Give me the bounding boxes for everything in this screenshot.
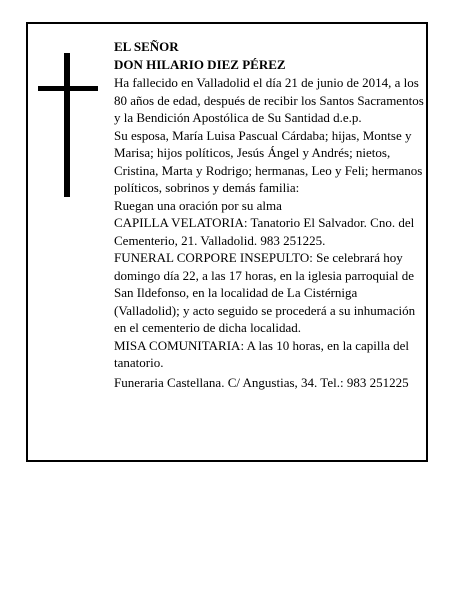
notice-heading: EL SEÑOR — [114, 39, 179, 54]
family-list: Su esposa, María Luisa Pascual Cárdaba; hijas, Montse y Marisa; hijos políticos, Jesús Ángel y Andrés; nietos, Cristina, Marta y Rodrigo; hermanas, Leo y Feli; hermanos políticos, sobrinos y demás familia: — [114, 127, 423, 195]
funeral-home-info: Funeraria Castellana. C/ Angustias, 34. Tel.: 983 251225 — [114, 374, 409, 390]
prayer-request: Ruegan una oración por su alma — [114, 197, 282, 213]
death-announcement: Ha fallecido en Valladolid el día 21 de junio de 2014, a los 80 años de edad, después de recibir los Santos Sacramentos y la Bendición Apostólica de Su Santidad d.e.p. — [114, 75, 424, 125]
deceased-name: DON HILARIO DIEZ PÉREZ — [114, 56, 286, 72]
cross-vertical-bar — [64, 53, 70, 197]
mass-info: MISA COMUNITARIA: A las 10 horas, en la capilla del tanatorio. — [114, 337, 410, 370]
cross-icon — [38, 53, 98, 197]
cross-horizontal-bar — [38, 86, 98, 91]
funeral-info: FUNERAL CORPORE INSEPULTO: Se celebrará hoy domingo día 22, a las 17 horas, en la iglesia parroquial de San Ildefonso, en la localidad de La Cistérniga (Valladolid); y acto seguido se procederá a su inhumación en el cementerio de dicha localidad. — [114, 250, 416, 335]
wake-info: CAPILLA VELATORIA: Tanatorio El Salvador. Cno. del Cementerio, 21. Valladolid. 983 251225. — [114, 215, 415, 248]
notice-text-block — [114, 38, 424, 391]
